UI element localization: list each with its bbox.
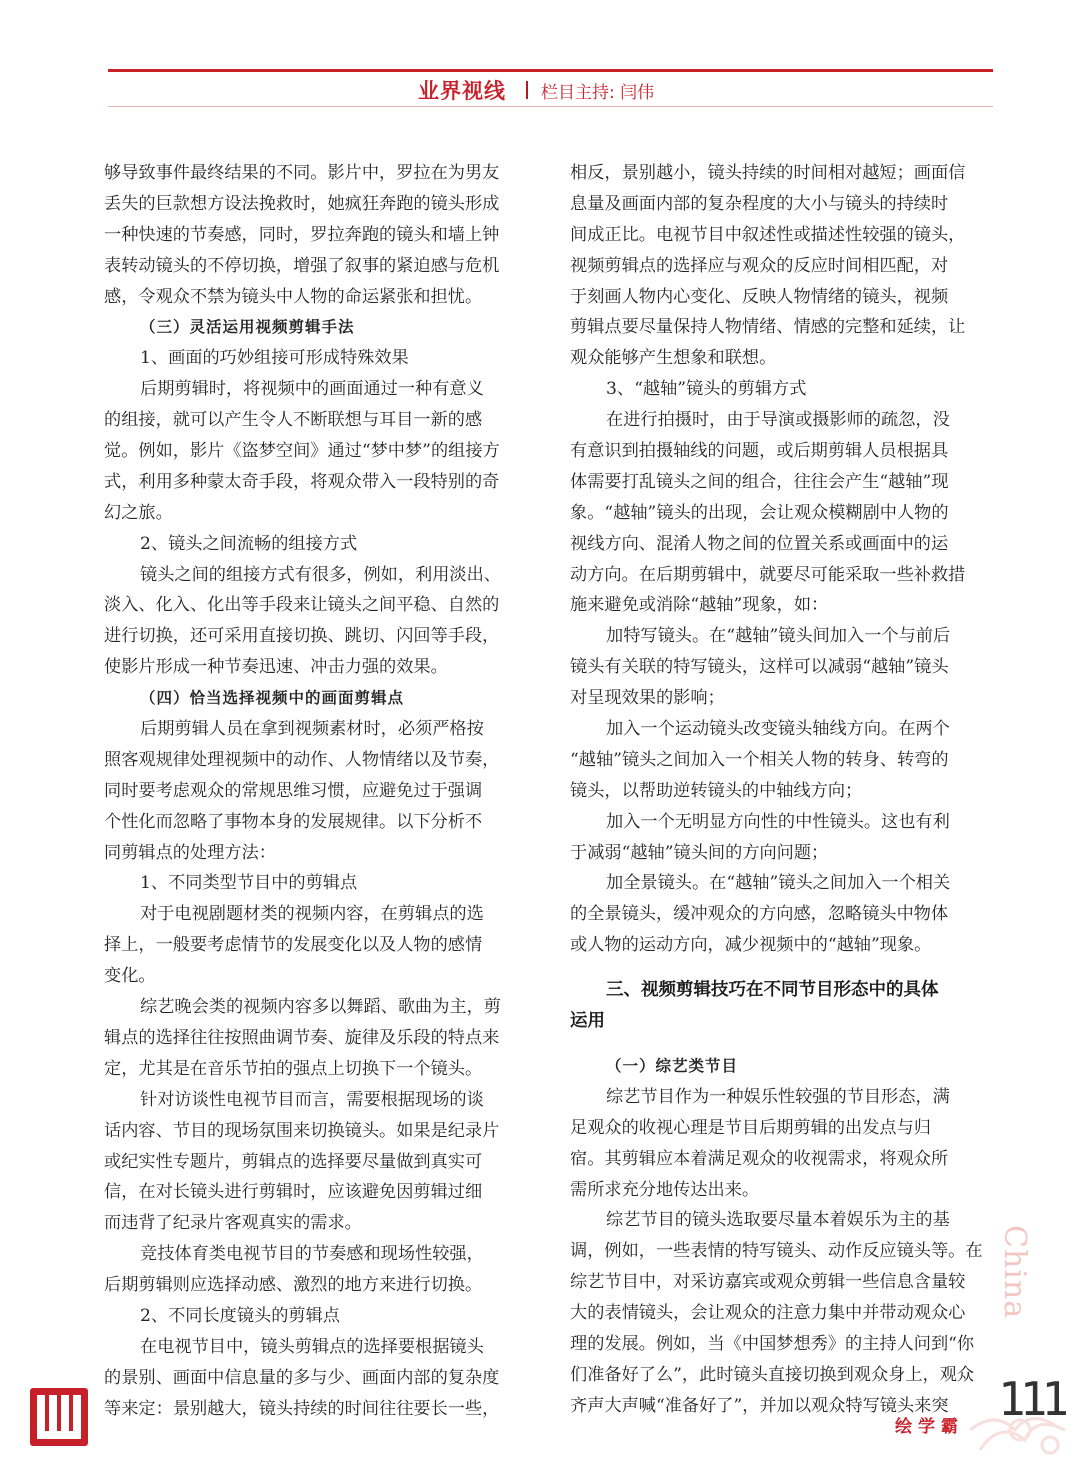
text-line: 综艺节目中，对采访嘉宾或观众剪辑一些信息含量较 [570, 1272, 966, 1293]
text-line: 视线方向、混淆人物之间的位置关系或画面中的运 [570, 533, 949, 554]
text-line: 在电视节目中，镜头剪辑点的选择要根据镜头 [140, 1336, 484, 1357]
section-header [418, 76, 654, 104]
text-line: 使影片形成一种节奏迅速、冲击力强的效果。 [104, 657, 448, 678]
paragraph-gap [570, 961, 1000, 975]
text-line: 镜头之间的组接方式有很多，例如，利用淡出、 [140, 564, 501, 585]
text-line: 后期剪辑时，将视频中的画面通过一种有意义 [140, 379, 484, 400]
text-line: 同剪辑点的处理方法： [104, 842, 276, 863]
text-line: 大的表情镜头，会让观众的注意力集中并带动观众心 [570, 1303, 966, 1324]
text-line: 的景别、画面中信息量的多与少、画面内部的复杂度 [104, 1367, 500, 1388]
text-line: 需所求充分地传达出来。 [570, 1179, 760, 1200]
header-underline [108, 106, 993, 107]
text-line: 对于电视剧题材类的视频内容，在剪辑点的选 [140, 904, 484, 925]
footer-brand: 绘学霸 [895, 1417, 964, 1437]
text-line: 或纪实性专题片，剪辑点的选择要尽量做到真实可 [104, 1151, 483, 1172]
text-line: 幻之旅。 [104, 502, 173, 523]
text-line: 辑点的选择往往按照曲调节奏、旋律及乐段的特点来 [104, 1027, 500, 1048]
subsection-heading: （四）恰当选择视频中的画面剪辑点 [140, 688, 405, 708]
text-line: 齐声大声喊“准备好了”，并加以观众特写镜头来突 [570, 1395, 949, 1416]
section-heading: 三、视频剪辑技巧在不同节目形态中的具体 [606, 980, 939, 1001]
text-line: 变化。 [104, 966, 156, 987]
text-line: 的全景镜头，缓冲观众的方向感，忽略镜头中物体 [570, 904, 949, 925]
text-line: 对呈现效果的影响； [570, 688, 725, 709]
text-line: 式，利用多种蒙太奇手段，将观众带入一段特别的奇 [104, 471, 500, 492]
text-line: 加全景镜头。在“越轴”镜头之间加入一个相关 [606, 873, 951, 894]
text-line: 镜头有关联的特写镜头，这样可以减弱“越轴”镜头 [570, 657, 949, 678]
text-line: 个性化而忽略了事物本身的发展规律。以下分析不 [104, 811, 483, 832]
text-line: 有意识到拍摄轴线的问题，或后期剪辑人员根据具 [570, 441, 949, 462]
text-line: 进行切换，还可采用直接切换、跳切、闪回等手段， [104, 626, 500, 647]
text-line: 定，尤其是在音乐节拍的强点上切换下一个镜头。 [104, 1058, 483, 1079]
text-line: 2、不同长度镜头的剪辑点 [140, 1305, 340, 1326]
text-line: 照客观规律处理视频中的动作、人物情绪以及节奏， [104, 749, 500, 770]
header-divider [526, 81, 528, 99]
text-line: 剪辑点要尽量保持人物情绪、情感的完整和延续，让 [570, 317, 966, 338]
text-line: 加入一个运动镜头改变镜头轴线方向。在两个 [606, 719, 950, 740]
china-watermark: China [997, 1225, 1032, 1320]
text-line: 竞技体育类电视节目的节奏感和现场性较强， [140, 1244, 484, 1265]
text-line: 的组接，就可以产生令人不断联想与耳目一新的感 [104, 410, 483, 431]
text-line: 择上，一般要考虑情节的发展变化以及人物的感情 [104, 935, 483, 956]
text-line: 施来避免或消除“越轴”现象，如： [570, 595, 829, 616]
text-line: 同时要考虑观众的常规思维习惯，应避免过于强调 [104, 780, 483, 801]
text-line: 后期剪辑人员在拿到视频素材时，必须严格按 [140, 719, 484, 740]
header-rule [108, 69, 993, 72]
section-title: 业界视线 [418, 79, 506, 103]
text-line: “越轴”镜头之间加入一个相关人物的转身、转弯的 [570, 749, 949, 770]
text-line: 一种快速的节奏感，同时，罗拉奔跑的镜头和墙上钟 [104, 224, 500, 245]
text-line: 足观众的收视心理是节目后期剪辑的出发点与归 [570, 1117, 931, 1138]
text-line: 息量及画面内部的复杂程度的大小与镜头的持续时 [570, 193, 949, 214]
text-line: 象。“越轴”镜头的出现，会让观众模糊剧中人物的 [570, 502, 949, 523]
text-line: 或人物的运动方向，减少视频中的“越轴”现象。 [570, 935, 932, 956]
text-line: 1、画面的巧妙组接可形成特殊效果 [140, 348, 409, 369]
paragraph-gap [570, 1037, 1000, 1051]
text-line: 调，例如，一些表情的特写镜头、动作反应镜头等。在 [570, 1241, 983, 1262]
text-line: 动方向。在后期剪辑中，就要尽可能采取一些补救措 [570, 564, 966, 585]
text-line: 观众能够产生想象和联想。 [570, 348, 777, 369]
text-line: 淡入、化入、化出等手段来让镜头之间平稳、自然的 [104, 595, 500, 616]
brand-logo-icon [30, 1388, 88, 1446]
text-line: 而违背了纪录片客观真实的需求。 [104, 1213, 362, 1234]
text-line: 们准备好了么”，此时镜头直接切换到观众身上，观众 [570, 1364, 975, 1385]
text-line: 2、镜头之间流畅的组接方式 [140, 533, 358, 554]
text-line: 综艺节目的镜头选取要尽量本着娱乐为主的基 [606, 1210, 950, 1231]
text-line: 3、“越轴”镜头的剪辑方式 [606, 379, 807, 400]
text-line: 于刻画人物内心变化、反映人物情绪的镜头，视频 [570, 286, 949, 307]
text-line: 在进行拍摄时，由于导演或摄影师的疏忽，没 [606, 410, 950, 431]
left-column [104, 158, 534, 1425]
text-line: 加特写镜头。在“越轴”镜头间加入一个与前后 [606, 626, 951, 647]
page-number: 111 [998, 1372, 1064, 1426]
text-line: 表转动镜头的不停切换，增强了叙事的紧迫感与危机 [104, 255, 500, 276]
text-line: 后期剪辑则应选择动感、激烈的地方来进行切换。 [104, 1275, 483, 1296]
text-line: 话内容、节目的现场氛围来切换镜头。如果是纪录片 [104, 1120, 500, 1141]
text-line: 丢失的巨款想方设法挽救时，她疯狂奔跑的镜头形成 [104, 193, 500, 214]
text-line: 感，令观众不禁为镜头中人物的命运紧张和担忧。 [104, 286, 483, 307]
text-line: 加入一个无明显方向性的中性镜头。这也有利 [606, 811, 950, 832]
text-line: 信，在对长镜头进行剪辑时，应该避免因剪辑过细 [104, 1182, 483, 1203]
text-line: 够导致事件最终结果的不同。影片中，罗拉在为男友 [104, 163, 500, 183]
text-line: 等来定：景别越大，镜头持续的时间往往要长一些， [104, 1398, 500, 1419]
text-line: 相反，景别越小，镜头持续的时间相对越短；画面信 [570, 163, 966, 183]
subsection-heading: （三）灵活运用视频剪辑手法 [140, 317, 355, 337]
text-line: 宿。其剪辑应本着满足观众的收视需求，将观众所 [570, 1148, 949, 1169]
right-column [570, 158, 1000, 1422]
text-line: 体需要打乱镜头之间的组合，往往会产生“越轴”现 [570, 471, 949, 492]
text-line: 于减弱“越轴”镜头间的方向问题； [570, 842, 829, 863]
text-line: 间成正比。电视节目中叙述性或描述性较强的镜头， [570, 224, 966, 245]
text-line: 觉。例如，影片《盗梦空间》通过“梦中梦”的组接方 [104, 441, 500, 462]
text-line: 镜头，以帮助逆转镜头的中轴线方向； [570, 780, 863, 801]
text-line: 针对访谈性电视节目而言，需要根据现场的谈 [140, 1089, 484, 1110]
subsection-heading: （一）综艺类节目 [606, 1055, 739, 1075]
section-heading: 运用 [570, 1011, 605, 1032]
text-line: 综艺晚会类的视频内容多以舞蹈、歌曲为主，剪 [140, 997, 501, 1018]
text-line: 视频剪辑点的选择应与观众的反应时间相匹配，对 [570, 255, 949, 276]
text-line: 理的发展。例如，当《中国梦想秀》的主持人问到“你 [570, 1333, 975, 1354]
text-line: 1、不同类型节目中的剪辑点 [140, 873, 358, 894]
text-line: 综艺节目作为一种娱乐性较强的节目形态，满 [606, 1086, 950, 1107]
column-host: 栏目主持: 闫伟 [541, 82, 655, 103]
